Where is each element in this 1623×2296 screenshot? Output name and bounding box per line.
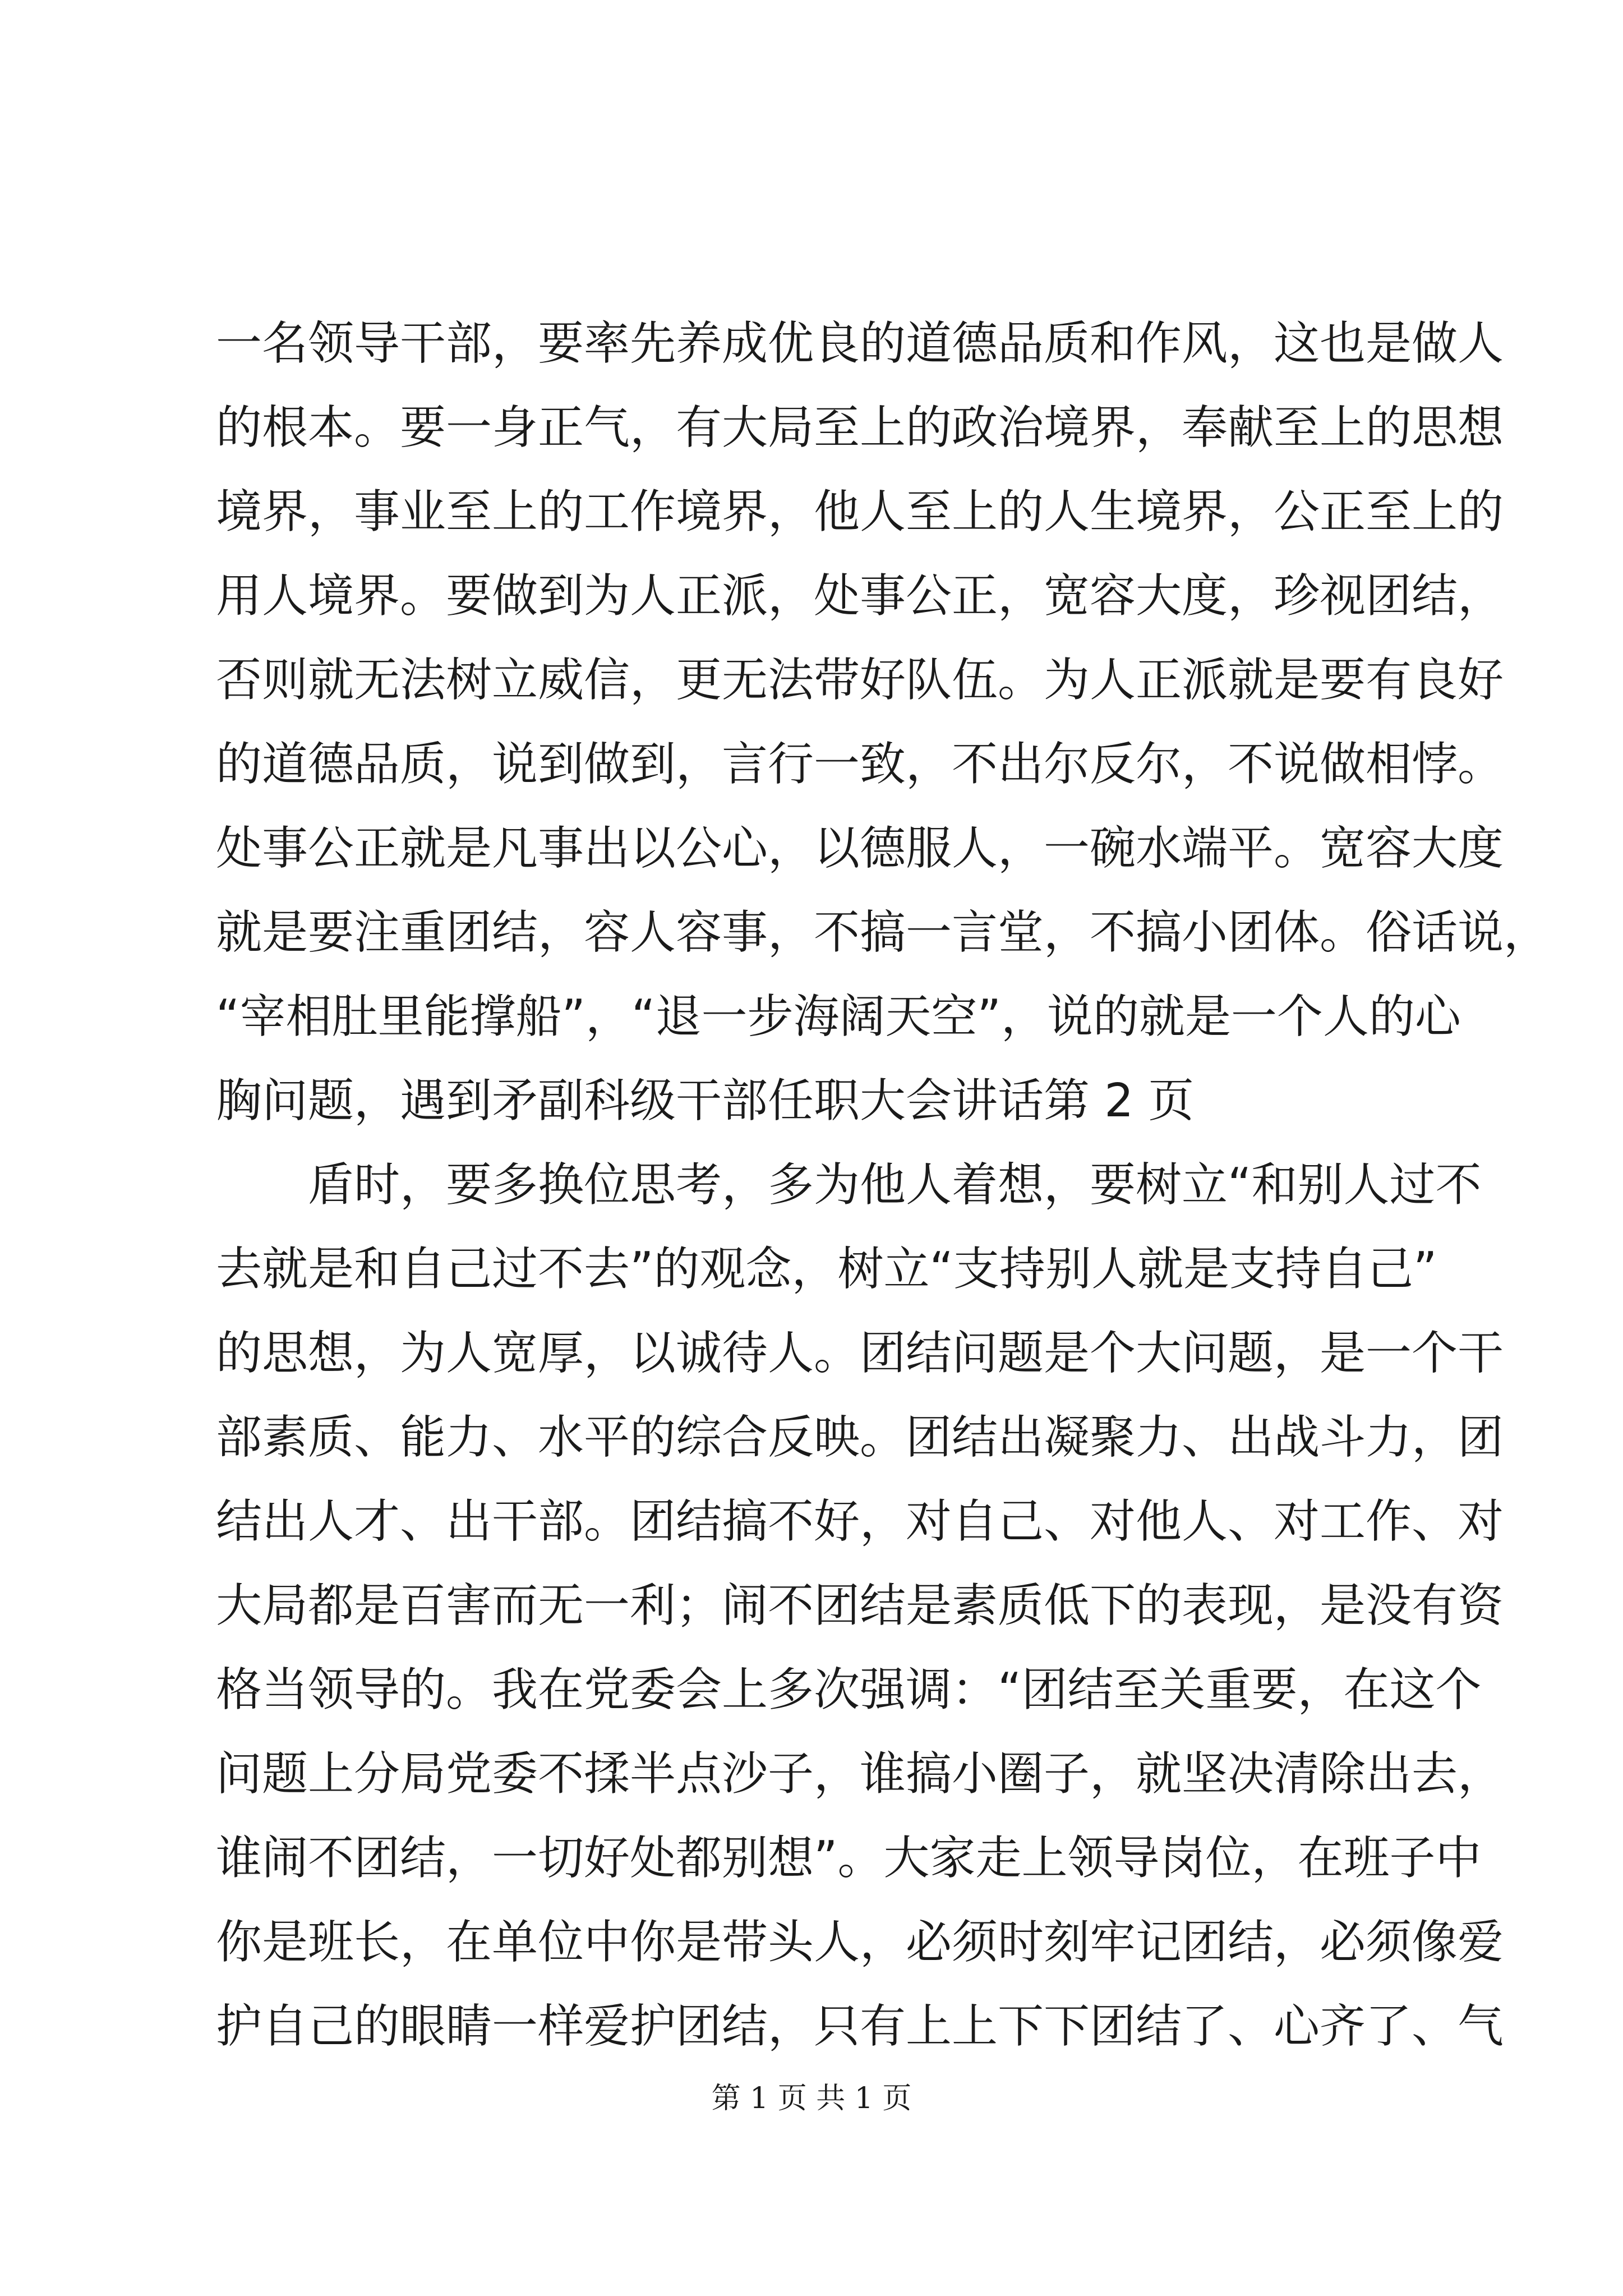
text-line: 的道德品质，说到做到，言行一致，不出尔反尔，不说做相悖。: [216, 738, 1504, 791]
text-line: “宰相肚里能撑船”，“退一步海阔天空”，说的就是一个人的心: [216, 990, 1461, 1043]
text-line: 结出人才、出干部。团结搞不好，对自己、对他人、对工作、对: [216, 1495, 1504, 1548]
text-line: 的思想，为人宽厚，以诚待人。团结问题是个大问题，是一个干: [216, 1327, 1504, 1380]
body-text: [216, 302, 1550, 2069]
text-line: 你是班长，在单位中你是带头人，必须时刻牢记团结，必须像爱: [216, 1916, 1504, 1969]
text-line: 胸问题，遇到矛副科级干部任职大会讲话第 2 页: [216, 1074, 1195, 1128]
text-line: 境界，事业至上的工作境界，他人至上的人生境界，公正至上的: [216, 485, 1504, 539]
text-line: 去就是和自己过不去”的观念，树立“支持别人就是支持自己”: [216, 1243, 1437, 1296]
text-line: 格当领导的。我在党委会上多次强调：“团结至关重要，在这个: [216, 1663, 1482, 1717]
page-footer: 第 1 页 共 1 页: [711, 2082, 912, 2115]
text-line: 大局都是百害而无一利；闹不团结是素质低下的表现，是没有资: [216, 1579, 1504, 1632]
text-line: 一名领导干部，要率先养成优良的道德品质和作风，这也是做人: [216, 317, 1504, 370]
text-line: 问题上分局党委不揉半点沙子，谁搞小圈子，就坚决清除出去，: [216, 1747, 1504, 1801]
text-line: 否则就无法树立威信，更无法带好队伍。为人正派就是要有良好: [216, 654, 1504, 707]
text-line: 处事公正就是凡事出以公心，以德服人，一碗水端平。宽容大度: [216, 822, 1504, 875]
text-line: 部素质、能力、水平的综合反映。团结出凝聚力、出战斗力，团: [216, 1411, 1504, 1464]
text-line: 盾时，要多换位思考，多为他人着想，要树立“和别人过不: [216, 1158, 1482, 1212]
text-line: 就是要注重团结，容人容事，不搞一言堂，不搞小团体。俗话说，: [216, 906, 1550, 959]
text-line: 的根本。要一身正气，有大局至上的政治境界，奉献至上的思想: [216, 401, 1504, 454]
text-line: 护自己的眼睛一样爱护团结，只有上上下下团结了、心齐了、气: [216, 2000, 1504, 2053]
text-line: 谁闹不团结，一切好处都别想”。大家走上领导岗位，在班子中: [216, 1832, 1482, 1885]
text-line: 用人境界。要做到为人正派，处事公正，宽容大度，珍视团结，: [216, 569, 1504, 623]
